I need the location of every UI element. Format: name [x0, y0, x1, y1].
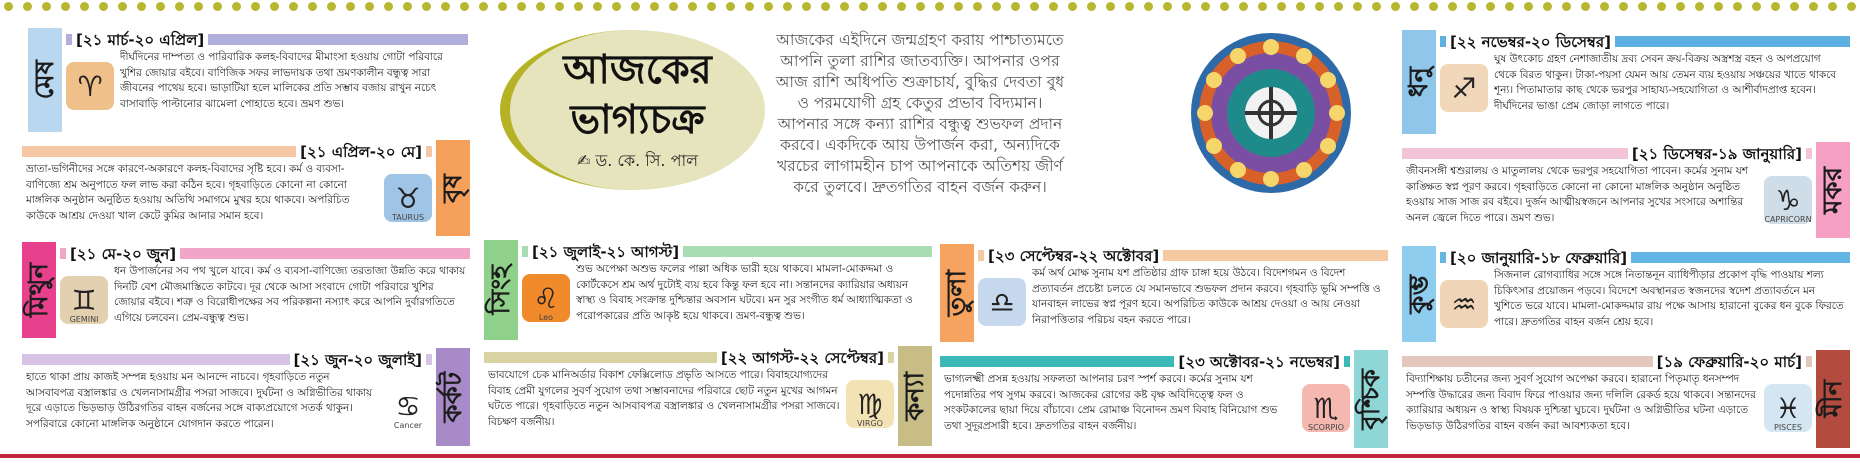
sign-date-range: [২৩ অক্টোবর-২১ নভেম্বর] [1174, 351, 1344, 376]
sign-block-singha [484, 240, 932, 340]
border-dot [4, 2, 13, 11]
border-dot [593, 2, 602, 11]
border-dot [460, 2, 469, 11]
border-dot [707, 2, 716, 11]
border-dot [1543, 2, 1552, 11]
border-dot [1011, 2, 1020, 11]
aries-icon: ♈ [66, 62, 114, 110]
border-dot [1486, 2, 1495, 11]
border-dot [1847, 2, 1856, 11]
aquarius-icon: ♒ [1440, 280, 1488, 328]
border-dot [555, 2, 564, 11]
sign-name: বৃষ [438, 173, 468, 203]
pisces-icon: ♓ PISCES [1764, 384, 1812, 432]
libra-icon: ♎ [978, 278, 1026, 326]
border-dot [1182, 2, 1191, 11]
border-dot [1334, 2, 1343, 11]
border-dot [1828, 2, 1837, 11]
border-dot [118, 2, 127, 11]
title-badge [500, 30, 765, 190]
icon-caption: TAURUS [391, 213, 425, 222]
border-dot [270, 2, 279, 11]
border-dot [1809, 2, 1818, 11]
border-dot [289, 2, 298, 11]
border-dot [1581, 2, 1590, 11]
sign-block-meen [1402, 350, 1850, 448]
border-dot [1106, 2, 1115, 11]
border-dot [346, 2, 355, 11]
icon-caption: Cancer [393, 421, 423, 430]
sign-date-range: [২২ নভেম্বর-২০ ডিসেম্বর] [1446, 31, 1615, 56]
sign-forecast-text: বিদ্যাশিক্ষায় চতীনের জন্য সুবর্ণ সুযোগ অপেক্ষা করবে। হারানো পিতৃমাতৃ ধনসম্পদ সম্পত্তি উদ্ধারের জন্য বিবাদ ফিরে পাওয়ার জন্য দলিলি রেকর্ড হয়ে থাকবে। সন্তানদের ক্যারিয়ার অধ্যয়ন ও স্বাস্থ্য বিষয়ক দুশ্চিন্তা ঘুচবে। দুর্ঘটনা ও অগ্নিভীতির ঘটনা এড়াতে ভিড়ভাড় উঠিরগতির বাহন বর্জন করা আবশ্যকতা হবে। [1406, 373, 1756, 432]
border-dot [1410, 2, 1419, 11]
border-dot [80, 2, 89, 11]
leo-icon: ♌ Leo [522, 274, 570, 322]
border-dot [1505, 2, 1514, 11]
border-dot [859, 2, 868, 11]
border-dot [745, 2, 754, 11]
border-dot [1429, 2, 1438, 11]
capricorn-icon: ♑ CAPRICORN [1764, 176, 1812, 224]
sign-tab-mithun [22, 242, 56, 338]
border-dot [1239, 2, 1248, 11]
border-dot [42, 2, 51, 11]
border-dot [1790, 2, 1799, 11]
border-dot [156, 2, 165, 11]
sign-tab-karkat [436, 348, 470, 446]
sign-forecast-text: শুভ অপেক্ষা অশুভ ফলের পাল্লা অধিক ভারী হয়ে থাকবে। মামলা-মোকদ্দমা ও কোর্টকেসে শ্রম অর্থ দুটোই ব্যয় হবে কিন্তু ফল হবে না। সন্তানদের ক্যারিয়ার অধ্যয়ন স্বাস্থ্য ও বিবাহ সংক্রান্ত দুশ্চিন্তার অবসান ঘটবে। মন সুর সংগীত ধর্ম আধ্যাত্মিকতা ও পরোপকারের প্রতি আকৃষ্ট হয়ে থাকবে। ভ্রমণ-বন্ধুত্ব শুভ। [576, 263, 913, 322]
sign-name: কুম্ভ [1404, 274, 1434, 314]
sign-forecast-text: জীবনসঙ্গী শ্বশুরালয় ও মাতুলালয় থেকে ভরপুর সহযোগিতা পাবেন। কর্মের সুনাম যশ কাঙ্ক্ষিত স্বপ্ন পূরণ করবে। গৃহবাড়িতে কোনো না কোনো মাঙ্গলিক অনুষ্ঠান অনুষ্ঠিত হওয়ায় সাজ সাজ রব বইবে। দুর্জন আত্মীয়স্বজনে আপনার সুখের সংসারে অশান্তির অনল জ্বেলে দিতে পারে। ভ্রমণ শুভ। [1406, 165, 1748, 224]
sign-tab-kumbha [1402, 246, 1436, 342]
border-dot [916, 2, 925, 11]
sign-forecast-text: ধন উপার্জনের সব পথ খুলে যাবে। কর্ম ও ব্যবসা-বাণিজ্যে তরতাজা উন্নতি করে থাকায় দিনটি বেশ মৌজমাস্তিতে কাটবে। দূর থেকে আসা সংবাদে গোটা পরিবারে খুশির জোয়ার বইবে। শত্রু ও বিরোধীপক্ষের সব পরিকল্পনা নস্যাৎ করে আপনি দুর্বারগতিতে এগিয়ে চলবেন। প্রেম-বন্ধুত্ব শুভ। [114, 265, 466, 324]
border-dot [1733, 2, 1742, 11]
sign-tab-kanya [898, 346, 932, 446]
sign-forecast-text: ভ্রাতা-ভগিনীদের সঙ্গে কারণে-অকারণে কলহ-বিবাদের সৃষ্টি হবে। কর্ম ও ব্যবসা-বাণিজ্যে শ্রম অনুপাতে ফল লাভ করা কঠিন হবে। গৃহবাড়িতে কোনো না কোনো মাঙ্গলিক অনুষ্ঠান অনুষ্ঠিত হওয়ায় অতিথি সমাগমে মুখর হয়ে থাকবে। অপরিচিত কাউকে আশ্রয় দেওয়া খাল কেটে কুমির আনার সমান হবে। [26, 163, 350, 222]
border-dot [1562, 2, 1571, 11]
border-dot [897, 2, 906, 11]
border-dot [1657, 2, 1666, 11]
sign-name: মেষ [30, 60, 60, 100]
zodiac-wheel-icon [1188, 30, 1354, 196]
sign-name: মকর [1818, 166, 1848, 214]
border-dot [403, 2, 412, 11]
icon-caption: CAPRICORN [1764, 215, 1812, 224]
icon-caption: GEMINI [69, 315, 99, 324]
border-dot [517, 2, 526, 11]
border-dot [1391, 2, 1400, 11]
sign-name: কর্কট [438, 371, 468, 423]
border-dot [1258, 2, 1267, 11]
sign-forecast-text: দীর্ঘদিনের দাম্পত্য ও পারিবারিক কলহ-বিবাদের মীমাংসা হওয়ায় গোটা পরিবারে খুশির জোয়ার বইবে। বাণিজিক সফর লাভদায়ক তথা ভ্রমণকালীন বন্ধুত্ব সারা জীবনের পাথেয় হবে। ভাড়াটিয়া হলে মালিকের প্রতি সম্ভাব বজায় রাখুন নচেৎ বাসাবাড়ি পাল্টানোর ঝামেলা পোহাতে হবে। ভ্রমণ শুভ। [120, 51, 443, 110]
border-dot [1619, 2, 1628, 11]
border-dot [1638, 2, 1647, 11]
sign-tab-makar [1816, 142, 1850, 238]
sign-tab-brishchik [1354, 350, 1388, 448]
icon-caption: Leo [538, 313, 554, 322]
border-dot [1695, 2, 1704, 11]
border-dot [327, 2, 336, 11]
sign-date-range: [২৩ সেপ্টেম্বর-২২ অক্টোবর] [984, 245, 1163, 270]
sign-tab-brish [436, 140, 470, 236]
border-dot [878, 2, 887, 11]
sign-name: ধনু [1404, 66, 1434, 98]
sign-forecast-text: সিজনাল রোগব্যাধির সঙ্গে সঙ্গে নিতান্তনূন ব্যাধিপীড়ার প্রকোপ বৃদ্ধি পাওয়ায় শল্য চিকিৎসার প্রয়োজন পড়বে। বিদেশে অবস্থানরত স্বজনদের স্বদেশ প্রত্যাবর্তনে মন খুশিতে ভরে যাবে। মামলা-মোকদ্দমার রায় পক্ষে আসায় হারানো বুকের ধন বুকে ফিরতে পারে। দ্রুতগতির বাহন বর্জন শ্রেয় হবে। [1494, 269, 1844, 328]
border-dot [479, 2, 488, 11]
border-dot [1353, 2, 1362, 11]
sign-forecast-text: হাতে থাকা প্রায় কাজই সম্পন্ন হওয়ায় মন আনন্দে নাচবে। গৃহবাড়িতে নতুন আসবাবপত্র বস্ত্রালঙ্কার ও খেলনাসামগ্রীর পসরা সাজবে। দুর্ঘটনা ও অগ্নিভীতির থাকায় দূরে এড়াতে ভিড়ভাড় উঠিরগতির বাহন বর্জনের সঙ্গে বাক্যপ্রয়োগে সতর্ক থাকুন। সপরিবারে কোনো মাঙ্গলিক অনুষ্ঠানে যোগদান করতে পারেন। [26, 371, 373, 430]
border-dot [783, 2, 792, 11]
sign-date-range: [২১ ডিসেম্বর-১৯ জানুয়ারি] [1628, 143, 1806, 168]
border-dot [821, 2, 830, 11]
sagittarius-icon: ♐ [1440, 64, 1488, 112]
border-dot [99, 2, 108, 11]
cancer-icon: ♋ Cancer [384, 382, 432, 430]
border-dot [213, 2, 222, 11]
sign-tab-tula [940, 244, 974, 342]
sign-tab-singha [484, 240, 518, 340]
border-dot [1201, 2, 1210, 11]
sign-block-karkat [22, 348, 470, 446]
border-dot [650, 2, 659, 11]
sign-name: সিংহ [486, 265, 516, 315]
bottom-rule [0, 454, 1860, 458]
border-dot [1220, 2, 1229, 11]
sign-forecast-text: ভাগ্যলক্ষ্মী প্রসন্ন হওয়ায় সফলতা আপনার চরণ স্পর্শ করবে। কর্মের সুনাম যশ পদোন্নতির পথ সুগম করবে। আজকের রোগের কষ্ট বৃক্ষ অবিদিত্ত্বে ফল ও সংকটকালের ছায়া দিয়ে বাঁচাবে। প্রেম রোমাঞ্চ বিনোদন ভ্রমণ বিবাহ বিনিয়োগ শুভ তথা সুদূরপ্রসারী হবে। দ্রুতগতির বাহন বর্জনীয়। [944, 373, 1278, 432]
border-dot [954, 2, 963, 11]
border-dot [1714, 2, 1723, 11]
border-dot [688, 2, 697, 11]
scorpio-icon: ♏ SCORPIO [1302, 384, 1350, 432]
border-dot [365, 2, 374, 11]
border-dot [631, 2, 640, 11]
border-dot [61, 2, 70, 11]
sign-name: বৃশ্চিক [1356, 368, 1386, 430]
border-dot [1163, 2, 1172, 11]
page-title-line1: আজকের [563, 47, 712, 93]
icon-caption: VIRGO [857, 419, 883, 428]
sign-tab-mesh [28, 28, 62, 132]
border-dot [498, 2, 507, 11]
border-dot [1277, 2, 1286, 11]
sign-name: তুলা [942, 269, 972, 317]
taurus-icon: ♉ TAURUS [384, 174, 432, 222]
icon-caption: SCORPIO [1308, 423, 1344, 432]
border-dot [422, 2, 431, 11]
sign-forecast-text: কর্ম অর্থ মোক্ষ সুনাম যশ প্রতিষ্ঠার গ্রাফ চাঙ্গা হয়ে উঠবে। বিদেশগমন ও বিদেশ প্রত্যাবর্তন প্রচেষ্টা চলতে যে সমানভাবে শুভফল প্রদান করবে। গৃহবাড়ি ভূমি সম্পত্তি ও যানবাহন লাভের স্বপ্ন পূরণ হবে। অপরিচিত কাউকে আশ্রয় দেওয়া ও আয় নেওয়া নিরাপত্তিতার পরিচয় বহন করতে পারে। [1032, 267, 1381, 326]
intro-paragraph: আজকের এইদিনে জন্মগ্রহণ করায় পাশ্চাত্যমতে আপনি তুলা রাশির জাতব্যক্তি। আপনার ওপর আজ রাশি অধিপতি শুক্রাচার্য, বুদ্ধির দেবতা বুধ ও পরমযোগী গ্রহ কেতুর প্রভাব বিদ্যমান। আপনার সঙ্গে কন্যা রাশির বন্ধুত্ব শুভফল প্রদান করবে। একদিকে আয় উপার্জন করা, অন্যদিকে খরচের লাগামহীন চাপ আপনাকে অতিশয় জীর্ণ করে তুলবে। দ্রুতগতির বাহন বর্জন করুন। [775, 31, 1065, 196]
sign-date-range: [২১ জুলাই-২১ আগস্ট] [528, 241, 683, 266]
border-dot [1771, 2, 1780, 11]
border-dot [1372, 2, 1381, 11]
border-dot [1752, 2, 1761, 11]
border-dot [1315, 2, 1324, 11]
sign-tab-meen [1816, 350, 1850, 448]
sign-block-dhanu [1402, 30, 1850, 134]
sign-date-range: [২১ মার্চ-২০ এপ্রিল] [72, 29, 208, 54]
border-dot [137, 2, 146, 11]
sign-block-makar [1402, 142, 1850, 238]
sign-name: কন্যা [900, 371, 930, 421]
icon-caption: PISCES [1774, 423, 1802, 432]
sign-forecast-text: ঘুষ উৎকোচ গ্রহণ নেশাজাতীয় দ্রব্য সেবন ক্রয়-বিক্রয় অস্ত্রশস্ত্র বহন ও অপপ্রয়োগ থেকে বিরত থাকুন। টাকা-পয়সা যেমন আয় তেমন ব্যয় হওয়ায় সঞ্চয়ের খাতে থাকবে শূন্য। পিতামাতার কাছ থেকে ভরপুর সাহায্য-সহযোগিতা ও আশীর্বাদপ্রাপ্ত হবেন। দীর্ঘদিনের ভাঙা প্রেম জোড়া লাগতে পারে। [1494, 53, 1837, 112]
border-dot [384, 2, 393, 11]
border-dot [802, 2, 811, 11]
border-dot [1296, 2, 1305, 11]
gemini-icon: ♊ GEMINI [60, 276, 108, 324]
border-dot [1144, 2, 1153, 11]
virgo-icon: ♍ VIRGO [846, 380, 894, 428]
border-dot [726, 2, 735, 11]
sign-block-mesh [28, 28, 468, 132]
sign-date-range: [১৯ ফেব্রুয়ারি-২০ মার্চ] [1653, 351, 1806, 376]
border-dot [1600, 2, 1609, 11]
border-dot [992, 2, 1001, 11]
sign-block-kanya [484, 346, 932, 446]
border-dot [23, 2, 32, 11]
border-dot [232, 2, 241, 11]
sign-block-brish [22, 140, 470, 236]
border-dot [764, 2, 773, 11]
border-dot [1049, 2, 1058, 11]
border-dot [1068, 2, 1077, 11]
border-dot [175, 2, 184, 11]
border-dot [612, 2, 621, 11]
sign-block-kumbha [1402, 246, 1850, 342]
border-dot [251, 2, 260, 11]
page-title-line2: ভাগ্যচক্র [570, 97, 705, 143]
border-dot [1676, 2, 1685, 11]
border-dot [973, 2, 982, 11]
border-dot [1125, 2, 1134, 11]
sign-block-tula [940, 244, 1388, 342]
border-dot [669, 2, 678, 11]
border-dot [194, 2, 203, 11]
sign-name: মিথুন [24, 262, 54, 318]
sign-date-range: [২১ মে-২০ জুন] [66, 243, 180, 268]
dotted-border-top [0, 0, 1860, 16]
sign-date-range: [২২ আগস্ট-২২ সেপ্টেম্বর] [717, 347, 888, 372]
sign-name: মীন [1818, 380, 1848, 418]
sign-forecast-text: ভাবযোগে চেক মানিঅর্ডার বিকাশ ফেক্সিলোড প্রভৃতি আসতে পারে। বিবাহযোগ্যদের বিবাহ প্রেমী যুগলের সুবর্ণ সুযোগ তথা সম্ভাবনাদের পরিবারে ছোট নতুন মুখের আগমন ঘটতে পারে। গৃহবাড়িতে নতুন আসবাবপত্র বস্ত্রালঙ্কার ও খেলনাসামগ্রীর পসরা সাজবে। বিচক্ষণ বর্জনীয়। [488, 369, 840, 428]
sign-date-range: [২১ জুন-২০ জুলাই] [290, 349, 427, 374]
sign-block-brishchik [940, 350, 1388, 448]
border-dot [1448, 2, 1457, 11]
border-dot [441, 2, 450, 11]
border-dot [1524, 2, 1533, 11]
sign-date-range: [২১ এপ্রিল-২০ মে] [296, 141, 426, 166]
border-dot [1030, 2, 1039, 11]
border-dot [1467, 2, 1476, 11]
sign-block-mithun [22, 242, 470, 338]
border-dot [536, 2, 545, 11]
border-dot [840, 2, 849, 11]
author-byline: ✍ ড. কে. সি. পাল [576, 151, 699, 170]
border-dot [1087, 2, 1096, 11]
sign-tab-dhanu [1402, 30, 1436, 134]
border-dot [308, 2, 317, 11]
border-dot [574, 2, 583, 11]
sign-date-range: [২০ জানুয়ারি-১৮ ফেব্রুয়ারি] [1446, 247, 1631, 272]
border-dot [935, 2, 944, 11]
